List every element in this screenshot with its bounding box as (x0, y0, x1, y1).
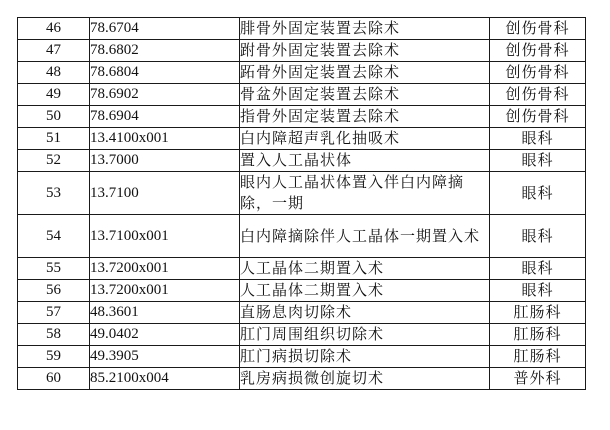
table-row (18, 302, 586, 324)
procedure-name: 腓骨外固定装置去除术 (240, 18, 490, 40)
department: 眼科 (490, 215, 586, 258)
row-number: 59 (18, 346, 90, 368)
row-number: 51 (18, 128, 90, 150)
procedure-name: 肛门病损切除术 (240, 346, 490, 368)
row-number: 47 (18, 40, 90, 62)
procedure-code: 13.7000 (90, 150, 240, 172)
table-row (18, 324, 586, 346)
procedure-name: 置入人工晶状体 (240, 150, 490, 172)
row-number: 48 (18, 62, 90, 84)
department: 创伤骨科 (490, 106, 586, 128)
procedure-code: 78.6802 (90, 40, 240, 62)
table-row (18, 62, 586, 84)
procedure-name: 眼内人工晶状体置入伴白内障摘除，一期 (240, 172, 490, 215)
procedure-table-body (18, 18, 586, 390)
department: 眼科 (490, 172, 586, 215)
table-row (18, 346, 586, 368)
procedure-name: 直肠息肉切除术 (240, 302, 490, 324)
procedure-code: 49.0402 (90, 324, 240, 346)
department: 眼科 (490, 258, 586, 280)
procedure-name: 白内障超声乳化抽吸术 (240, 128, 490, 150)
department: 创伤骨科 (490, 40, 586, 62)
department: 普外科 (490, 368, 586, 390)
procedure-name: 跗骨外固定装置去除术 (240, 40, 490, 62)
table-row (18, 18, 586, 40)
row-number: 60 (18, 368, 90, 390)
table-row (18, 128, 586, 150)
table-row (18, 280, 586, 302)
department: 创伤骨科 (490, 62, 586, 84)
department: 肛肠科 (490, 324, 586, 346)
procedure-name: 肛门周围组织切除术 (240, 324, 490, 346)
table-row (18, 172, 586, 215)
department: 肛肠科 (490, 302, 586, 324)
procedure-code: 13.7200x001 (90, 280, 240, 302)
procedure-name: 跖骨外固定装置去除术 (240, 62, 490, 84)
procedure-code: 48.3601 (90, 302, 240, 324)
department: 创伤骨科 (490, 84, 586, 106)
procedure-name: 乳房病损微创旋切术 (240, 368, 490, 390)
table-row (18, 40, 586, 62)
table-row (18, 150, 586, 172)
row-number: 52 (18, 150, 90, 172)
procedure-table (17, 17, 586, 390)
row-number: 56 (18, 280, 90, 302)
procedure-code: 78.6704 (90, 18, 240, 40)
procedure-name: 骨盆外固定装置去除术 (240, 84, 490, 106)
procedure-code: 78.6904 (90, 106, 240, 128)
procedure-name: 人工晶体二期置入术 (240, 258, 490, 280)
table-row (18, 84, 586, 106)
department: 创伤骨科 (490, 18, 586, 40)
row-number: 57 (18, 302, 90, 324)
table-row (18, 106, 586, 128)
procedure-name: 白内障摘除伴人工晶体一期置入术 (240, 215, 490, 258)
row-number: 49 (18, 84, 90, 106)
department: 眼科 (490, 280, 586, 302)
procedure-code: 13.4100x001 (90, 128, 240, 150)
department: 眼科 (490, 150, 586, 172)
procedure-code: 13.7200x001 (90, 258, 240, 280)
row-number: 53 (18, 172, 90, 215)
row-number: 55 (18, 258, 90, 280)
procedure-name: 指骨外固定装置去除术 (240, 106, 490, 128)
table-row (18, 258, 586, 280)
department: 肛肠科 (490, 346, 586, 368)
procedure-code: 13.7100x001 (90, 215, 240, 258)
procedure-code: 78.6804 (90, 62, 240, 84)
table-row (18, 215, 586, 258)
procedure-code: 49.3905 (90, 346, 240, 368)
procedure-code: 78.6902 (90, 84, 240, 106)
procedure-name: 人工晶体二期置入术 (240, 280, 490, 302)
row-number: 50 (18, 106, 90, 128)
row-number: 46 (18, 18, 90, 40)
row-number: 54 (18, 215, 90, 258)
table-row (18, 368, 586, 390)
procedure-code: 13.7100 (90, 172, 240, 215)
row-number: 58 (18, 324, 90, 346)
department: 眼科 (490, 128, 586, 150)
procedure-code: 85.2100x004 (90, 368, 240, 390)
